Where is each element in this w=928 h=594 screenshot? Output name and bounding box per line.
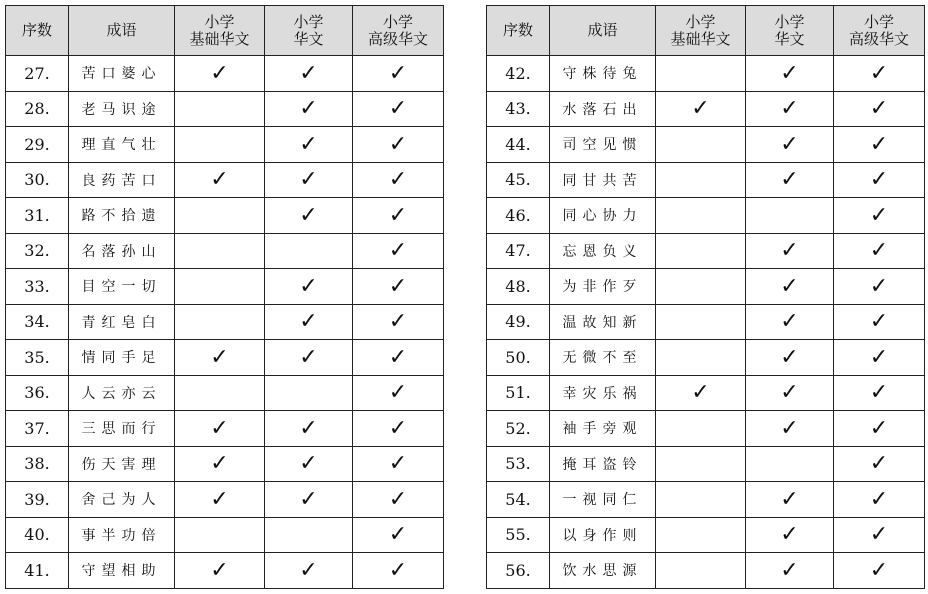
advanced-check-icon: ✓ (353, 198, 444, 234)
standard-check-icon: ✓ (265, 304, 353, 340)
basic-check-icon (175, 269, 265, 305)
row-number: 43. (487, 91, 550, 127)
standard-check-icon: ✓ (265, 56, 353, 92)
table-row (487, 91, 925, 127)
standard-check-icon: ✓ (746, 91, 834, 127)
table-row (6, 162, 444, 198)
row-number: 47. (487, 233, 550, 269)
idiom-text: 舍己为人 (69, 482, 175, 518)
advanced-check-icon: ✓ (353, 517, 444, 553)
basic-check-icon (656, 517, 746, 553)
row-number: 37. (6, 411, 69, 447)
header-advanced: 小学 高级华文 (353, 6, 444, 56)
row-number: 50. (487, 340, 550, 376)
standard-check-icon: ✓ (746, 411, 834, 447)
header-row (6, 6, 444, 56)
idiom-text: 事半功倍 (69, 517, 175, 553)
basic-check-icon (175, 91, 265, 127)
basic-check-icon (175, 304, 265, 340)
advanced-check-icon: ✓ (353, 269, 444, 305)
row-number: 49. (487, 304, 550, 340)
idiom-table-left (5, 5, 444, 589)
table-row (487, 304, 925, 340)
table-row (6, 127, 444, 163)
advanced-check-icon: ✓ (353, 375, 444, 411)
basic-check-icon: ✓ (656, 91, 746, 127)
table-row (487, 553, 925, 589)
table-row (487, 56, 925, 92)
advanced-check-icon: ✓ (834, 269, 925, 305)
standard-check-icon: ✓ (265, 553, 353, 589)
table-row (6, 233, 444, 269)
standard-check-icon: ✓ (265, 269, 353, 305)
basic-check-icon (656, 269, 746, 305)
row-number: 29. (6, 127, 69, 163)
table-row (6, 553, 444, 589)
row-number: 27. (6, 56, 69, 92)
advanced-check-icon: ✓ (353, 91, 444, 127)
table-row (6, 375, 444, 411)
idiom-text: 一视同仁 (550, 482, 656, 518)
basic-check-icon (175, 375, 265, 411)
row-number: 31. (6, 198, 69, 234)
standard-check-icon: ✓ (746, 340, 834, 376)
header-basic: 小学 基础华文 (656, 6, 746, 56)
standard-check-icon: ✓ (265, 340, 353, 376)
row-number: 36. (6, 375, 69, 411)
idiom-text: 同心协力 (550, 198, 656, 234)
table-row (487, 269, 925, 305)
idiom-text: 苦口婆心 (69, 56, 175, 92)
advanced-check-icon: ✓ (834, 233, 925, 269)
table-row (487, 233, 925, 269)
basic-check-icon (175, 517, 265, 553)
basic-check-icon (656, 411, 746, 447)
standard-check-icon: ✓ (265, 411, 353, 447)
idiom-text: 良药苦口 (69, 162, 175, 198)
header-standard: 小学 华文 (265, 6, 353, 56)
row-number: 28. (6, 91, 69, 127)
standard-check-icon: ✓ (746, 375, 834, 411)
standard-check-icon (265, 517, 353, 553)
row-number: 35. (6, 340, 69, 376)
idiom-text: 三思而行 (69, 411, 175, 447)
idiom-text: 人云亦云 (69, 375, 175, 411)
advanced-check-icon: ✓ (834, 198, 925, 234)
row-number: 55. (487, 517, 550, 553)
basic-check-icon: ✓ (175, 446, 265, 482)
advanced-check-icon: ✓ (353, 411, 444, 447)
table-row (487, 340, 925, 376)
advanced-check-icon: ✓ (834, 162, 925, 198)
idiom-text: 守株待兔 (550, 56, 656, 92)
table-row (487, 375, 925, 411)
row-number: 46. (487, 198, 550, 234)
table-row (6, 56, 444, 92)
advanced-check-icon: ✓ (353, 482, 444, 518)
row-number: 30. (6, 162, 69, 198)
idiom-text: 温故知新 (550, 304, 656, 340)
basic-check-icon: ✓ (175, 162, 265, 198)
header-basic: 小学 基础华文 (175, 6, 265, 56)
basic-check-icon (656, 198, 746, 234)
header-row (487, 6, 925, 56)
standard-check-icon: ✓ (746, 304, 834, 340)
idiom-text: 无微不至 (550, 340, 656, 376)
standard-check-icon: ✓ (265, 482, 353, 518)
row-number: 53. (487, 446, 550, 482)
basic-check-icon (656, 233, 746, 269)
table-row (6, 446, 444, 482)
standard-check-icon (746, 198, 834, 234)
header-idiom: 成语 (550, 6, 656, 56)
advanced-check-icon: ✓ (353, 553, 444, 589)
row-number: 51. (487, 375, 550, 411)
advanced-check-icon: ✓ (353, 56, 444, 92)
row-number: 40. (6, 517, 69, 553)
basic-check-icon (656, 127, 746, 163)
advanced-check-icon: ✓ (834, 56, 925, 92)
basic-check-icon: ✓ (175, 340, 265, 376)
advanced-check-icon: ✓ (834, 411, 925, 447)
row-number: 56. (487, 553, 550, 589)
advanced-check-icon: ✓ (834, 127, 925, 163)
basic-check-icon: ✓ (656, 375, 746, 411)
idiom-text: 同甘共苦 (550, 162, 656, 198)
basic-check-icon: ✓ (175, 411, 265, 447)
table-row (487, 446, 925, 482)
basic-check-icon (175, 233, 265, 269)
table-row (6, 304, 444, 340)
advanced-check-icon: ✓ (834, 446, 925, 482)
table-row (6, 411, 444, 447)
header-standard: 小学 华文 (746, 6, 834, 56)
standard-check-icon (265, 233, 353, 269)
basic-check-icon (175, 198, 265, 234)
basic-check-icon (656, 553, 746, 589)
advanced-check-icon: ✓ (353, 340, 444, 376)
standard-check-icon (746, 446, 834, 482)
advanced-check-icon: ✓ (353, 162, 444, 198)
row-number: 33. (6, 269, 69, 305)
row-number: 41. (6, 553, 69, 589)
advanced-check-icon: ✓ (353, 446, 444, 482)
row-number: 32. (6, 233, 69, 269)
advanced-check-icon: ✓ (834, 517, 925, 553)
row-number: 39. (6, 482, 69, 518)
idiom-text: 饮水思源 (550, 553, 656, 589)
header-num: 序数 (487, 6, 550, 56)
basic-check-icon (656, 482, 746, 518)
advanced-check-icon: ✓ (353, 304, 444, 340)
idiom-text: 袖手旁观 (550, 411, 656, 447)
row-number: 48. (487, 269, 550, 305)
idiom-text: 目空一切 (69, 269, 175, 305)
standard-check-icon: ✓ (746, 127, 834, 163)
basic-check-icon (656, 162, 746, 198)
table-row (6, 517, 444, 553)
idiom-table-right (486, 5, 925, 589)
table-row (487, 517, 925, 553)
basic-check-icon: ✓ (175, 56, 265, 92)
header-advanced: 小学 高级华文 (834, 6, 925, 56)
standard-check-icon: ✓ (746, 56, 834, 92)
table-row (6, 198, 444, 234)
idiom-text: 为非作歹 (550, 269, 656, 305)
standard-check-icon: ✓ (265, 91, 353, 127)
basic-check-icon (656, 340, 746, 376)
idiom-text: 名落孙山 (69, 233, 175, 269)
basic-check-icon (656, 56, 746, 92)
standard-check-icon: ✓ (265, 446, 353, 482)
idiom-text: 路不拾遗 (69, 198, 175, 234)
row-number: 38. (6, 446, 69, 482)
basic-check-icon (656, 304, 746, 340)
advanced-check-icon: ✓ (834, 553, 925, 589)
table-row (6, 91, 444, 127)
basic-check-icon (175, 127, 265, 163)
table-row (487, 162, 925, 198)
table-row (487, 198, 925, 234)
standard-check-icon: ✓ (265, 127, 353, 163)
idiom-text: 幸灾乐祸 (550, 375, 656, 411)
standard-check-icon: ✓ (746, 269, 834, 305)
row-number: 45. (487, 162, 550, 198)
idiom-text: 老马识途 (69, 91, 175, 127)
basic-check-icon (656, 446, 746, 482)
idiom-text: 掩耳盗铃 (550, 446, 656, 482)
standard-check-icon: ✓ (746, 233, 834, 269)
advanced-check-icon: ✓ (834, 340, 925, 376)
standard-check-icon: ✓ (746, 162, 834, 198)
standard-check-icon: ✓ (746, 482, 834, 518)
advanced-check-icon: ✓ (834, 91, 925, 127)
standard-check-icon (265, 375, 353, 411)
advanced-check-icon: ✓ (353, 233, 444, 269)
standard-check-icon: ✓ (265, 162, 353, 198)
idiom-text: 守望相助 (69, 553, 175, 589)
table-row (487, 411, 925, 447)
row-number: 42. (487, 56, 550, 92)
standard-check-icon: ✓ (746, 553, 834, 589)
row-number: 52. (487, 411, 550, 447)
idiom-text: 理直气壮 (69, 127, 175, 163)
idiom-text: 以身作则 (550, 517, 656, 553)
basic-check-icon: ✓ (175, 553, 265, 589)
idiom-text: 青红皂白 (69, 304, 175, 340)
advanced-check-icon: ✓ (353, 127, 444, 163)
row-number: 54. (487, 482, 550, 518)
table-row (6, 340, 444, 376)
idiom-text: 伤天害理 (69, 446, 175, 482)
standard-check-icon: ✓ (746, 517, 834, 553)
table-row (6, 269, 444, 305)
advanced-check-icon: ✓ (834, 375, 925, 411)
advanced-check-icon: ✓ (834, 482, 925, 518)
table-row (6, 482, 444, 518)
idiom-text: 情同手足 (69, 340, 175, 376)
idiom-text: 忘恩负义 (550, 233, 656, 269)
basic-check-icon: ✓ (175, 482, 265, 518)
header-num: 序数 (6, 6, 69, 56)
advanced-check-icon: ✓ (834, 304, 925, 340)
standard-check-icon: ✓ (265, 198, 353, 234)
table-row (487, 127, 925, 163)
header-idiom: 成语 (69, 6, 175, 56)
idiom-text: 水落石出 (550, 91, 656, 127)
table-row (487, 482, 925, 518)
row-number: 34. (6, 304, 69, 340)
idiom-text: 司空见惯 (550, 127, 656, 163)
row-number: 44. (487, 127, 550, 163)
